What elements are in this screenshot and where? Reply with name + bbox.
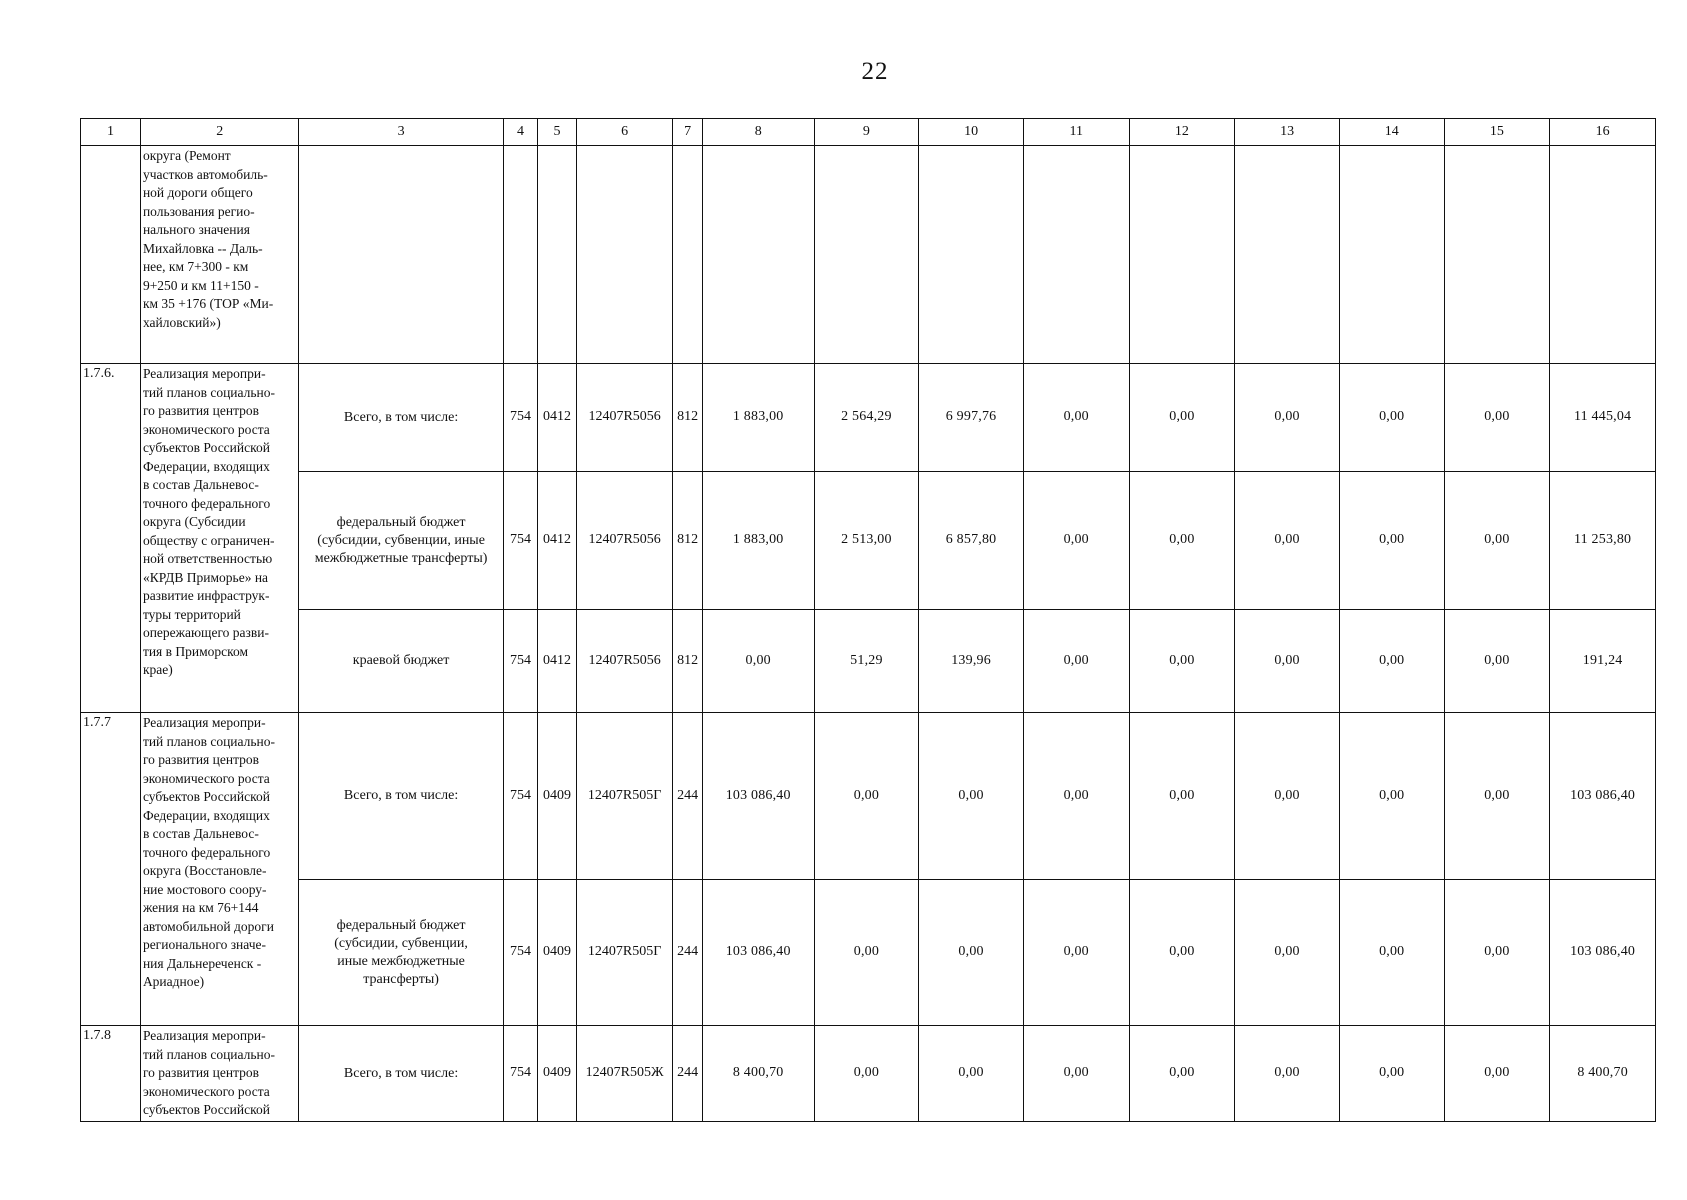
funding-source: федеральный бюджет (субсидии, субвенции, иные межбюджетные трансферты): [299, 472, 503, 610]
value-cell: 0,00: [1023, 880, 1129, 1026]
code-cell: 0409: [538, 713, 577, 880]
code-cell: 0409: [538, 880, 577, 1026]
value-cell: 2 513,00: [814, 472, 919, 610]
code-cell: 12407R505Г: [576, 880, 673, 1026]
header-cell: 6: [576, 119, 673, 146]
value-cell: 0,00: [1023, 1026, 1129, 1122]
empty-cell: [1550, 146, 1656, 364]
funding-source: Всего, в том числе:: [299, 1026, 503, 1122]
value-cell: 103 086,40: [702, 713, 814, 880]
value-cell: 0,00: [1129, 880, 1235, 1026]
value-cell: 0,00: [1444, 1026, 1550, 1122]
value-cell: 0,00: [1444, 472, 1550, 610]
code-cell: 754: [503, 610, 538, 713]
empty-cell: [1339, 146, 1444, 364]
empty-cell: [1129, 146, 1235, 364]
header-cell: 14: [1339, 119, 1444, 146]
table-row: [81, 610, 1656, 713]
value-cell: 0,00: [1339, 364, 1444, 472]
continuation-text: округа (Ремонт участков автомобиль- ной дороги общего пользования регио- нального значения Михайловка -- Даль- нее, км 7+300 - км 9+250 и км 11+150 - км 35 +176 (ТОР «Ми- хайловский»): [140, 146, 299, 364]
code-cell: 754: [503, 472, 538, 610]
empty-cell: [503, 146, 538, 364]
value-cell: 0,00: [1129, 713, 1235, 880]
header-cell: 16: [1550, 119, 1656, 146]
value-cell: 0,00: [814, 713, 919, 880]
value-cell: 0,00: [702, 610, 814, 713]
value-cell: 8 400,70: [702, 1026, 814, 1122]
code-cell: 12407R5056: [576, 364, 673, 472]
value-cell: 0,00: [1444, 880, 1550, 1026]
code-cell: 0412: [538, 364, 577, 472]
header-cell: 5: [538, 119, 577, 146]
value-cell: 0,00: [1444, 364, 1550, 472]
code-cell: 0409: [538, 1026, 577, 1122]
code-cell: 812: [673, 472, 702, 610]
empty-cell: [702, 146, 814, 364]
funding-source: краевой бюджет: [299, 610, 503, 713]
item-name: Реализация меропри- тий планов социально- го развития центров экономического роста субъектов Российской: [140, 1026, 299, 1122]
value-cell: 0,00: [1339, 472, 1444, 610]
continuation-row: [81, 146, 1656, 364]
code-cell: 754: [503, 364, 538, 472]
empty-cell: [299, 146, 503, 364]
header-cell: 8: [702, 119, 814, 146]
value-cell: 0,00: [1023, 713, 1129, 880]
code-cell: 244: [673, 713, 702, 880]
code-cell: 12407R505Ж: [576, 1026, 673, 1122]
code-cell: 812: [673, 610, 702, 713]
code-cell: 12407R505Г: [576, 713, 673, 880]
empty-cell: [1023, 146, 1129, 364]
table-row: [81, 1026, 1656, 1122]
empty-cell: [814, 146, 919, 364]
value-cell: 0,00: [814, 880, 919, 1026]
value-cell: 0,00: [1235, 880, 1340, 1026]
value-cell: 1 883,00: [702, 364, 814, 472]
value-cell: 0,00: [1235, 472, 1340, 610]
header-cell: 9: [814, 119, 919, 146]
value-cell: 0,00: [1129, 610, 1235, 713]
value-cell: 0,00: [1339, 880, 1444, 1026]
value-cell: 0,00: [1023, 610, 1129, 713]
value-cell: 0,00: [1129, 472, 1235, 610]
value-cell: 0,00: [1444, 610, 1550, 713]
value-cell: 1 883,00: [702, 472, 814, 610]
code-cell: 244: [673, 1026, 702, 1122]
value-cell: 0,00: [1235, 610, 1340, 713]
value-cell: 51,29: [814, 610, 919, 713]
item-number: 1.7.7: [81, 713, 141, 1026]
code-cell: 12407R5056: [576, 610, 673, 713]
code-cell: 754: [503, 880, 538, 1026]
header-cell: 2: [140, 119, 299, 146]
budget-table: [80, 118, 1656, 1122]
value-cell: 0,00: [919, 1026, 1024, 1122]
page-number: 22: [861, 58, 889, 85]
code-cell: 0412: [538, 472, 577, 610]
code-cell: 12407R5056: [576, 472, 673, 610]
empty-cell: [673, 146, 702, 364]
value-cell: 0,00: [1235, 364, 1340, 472]
empty-cell: [1444, 146, 1550, 364]
funding-source: Всего, в том числе:: [299, 713, 503, 880]
table-row: [81, 880, 1656, 1026]
value-cell: 103 086,40: [1550, 713, 1656, 880]
funding-source: федеральный бюджет (субсидии, субвенции, иные межбюджетные трансферты): [299, 880, 503, 1026]
table-row: [81, 364, 1656, 472]
code-cell: 244: [673, 880, 702, 1026]
value-cell: 139,96: [919, 610, 1024, 713]
value-cell: 0,00: [1129, 1026, 1235, 1122]
value-cell: 0,00: [919, 880, 1024, 1026]
empty-cell: [538, 146, 577, 364]
header-cell: 1: [81, 119, 141, 146]
table-row: [81, 472, 1656, 610]
table-row: [81, 713, 1656, 880]
value-cell: 103 086,40: [1550, 880, 1656, 1026]
code-cell: 812: [673, 364, 702, 472]
value-cell: 0,00: [919, 713, 1024, 880]
value-cell: 0,00: [1339, 713, 1444, 880]
value-cell: 191,24: [1550, 610, 1656, 713]
header-cell: 4: [503, 119, 538, 146]
value-cell: 0,00: [814, 1026, 919, 1122]
header-cell: 11: [1023, 119, 1129, 146]
item-name: Реализация меропри- тий планов социально- го развития центров экономического роста субъектов Российской Федерации, входящих в состав Дальневос- точного федерального округа (Восстановле- ние мостового соору- жения на км 76+144 автомобильной дороги регионального значе- ния Дальнереченск - Ариадное): [140, 713, 299, 1026]
value-cell: 0,00: [1339, 610, 1444, 713]
value-cell: 103 086,40: [702, 880, 814, 1026]
header-cell: 12: [1129, 119, 1235, 146]
code-cell: 0412: [538, 610, 577, 713]
empty-cell: [1235, 146, 1340, 364]
value-cell: 0,00: [1339, 1026, 1444, 1122]
item-number: 1.7.8: [81, 1026, 141, 1122]
item-name: Реализация меропри- тий планов социально- го развития центров экономического роста субъектов Российской Федерации, входящих в состав Дальневос- точного федерального округа (Субсидии обществу с ограничен- ной ответственностью «КРДВ Приморье» на развитие инфраструк- туры территорий опережающего разви- тия в Приморском крае): [140, 364, 299, 713]
value-cell: 8 400,70: [1550, 1026, 1656, 1122]
header-cell: 10: [919, 119, 1024, 146]
value-cell: 0,00: [1235, 713, 1340, 880]
value-cell: 2 564,29: [814, 364, 919, 472]
empty-cell: [576, 146, 673, 364]
funding-source: Всего, в том числе:: [299, 364, 503, 472]
value-cell: 6 997,76: [919, 364, 1024, 472]
value-cell: 11 445,04: [1550, 364, 1656, 472]
value-cell: 0,00: [1235, 1026, 1340, 1122]
header-cell: 7: [673, 119, 702, 146]
value-cell: 0,00: [1444, 713, 1550, 880]
value-cell: 6 857,80: [919, 472, 1024, 610]
header-cell: 15: [1444, 119, 1550, 146]
value-cell: 0,00: [1023, 364, 1129, 472]
empty-cell: [81, 146, 141, 364]
value-cell: 0,00: [1129, 364, 1235, 472]
value-cell: 11 253,80: [1550, 472, 1656, 610]
header-cell: 3: [299, 119, 503, 146]
code-cell: 754: [503, 713, 538, 880]
value-cell: 0,00: [1023, 472, 1129, 610]
code-cell: 754: [503, 1026, 538, 1122]
header-cell: 13: [1235, 119, 1340, 146]
header-row: [81, 119, 1656, 146]
item-number: 1.7.6.: [81, 364, 141, 713]
empty-cell: [919, 146, 1024, 364]
